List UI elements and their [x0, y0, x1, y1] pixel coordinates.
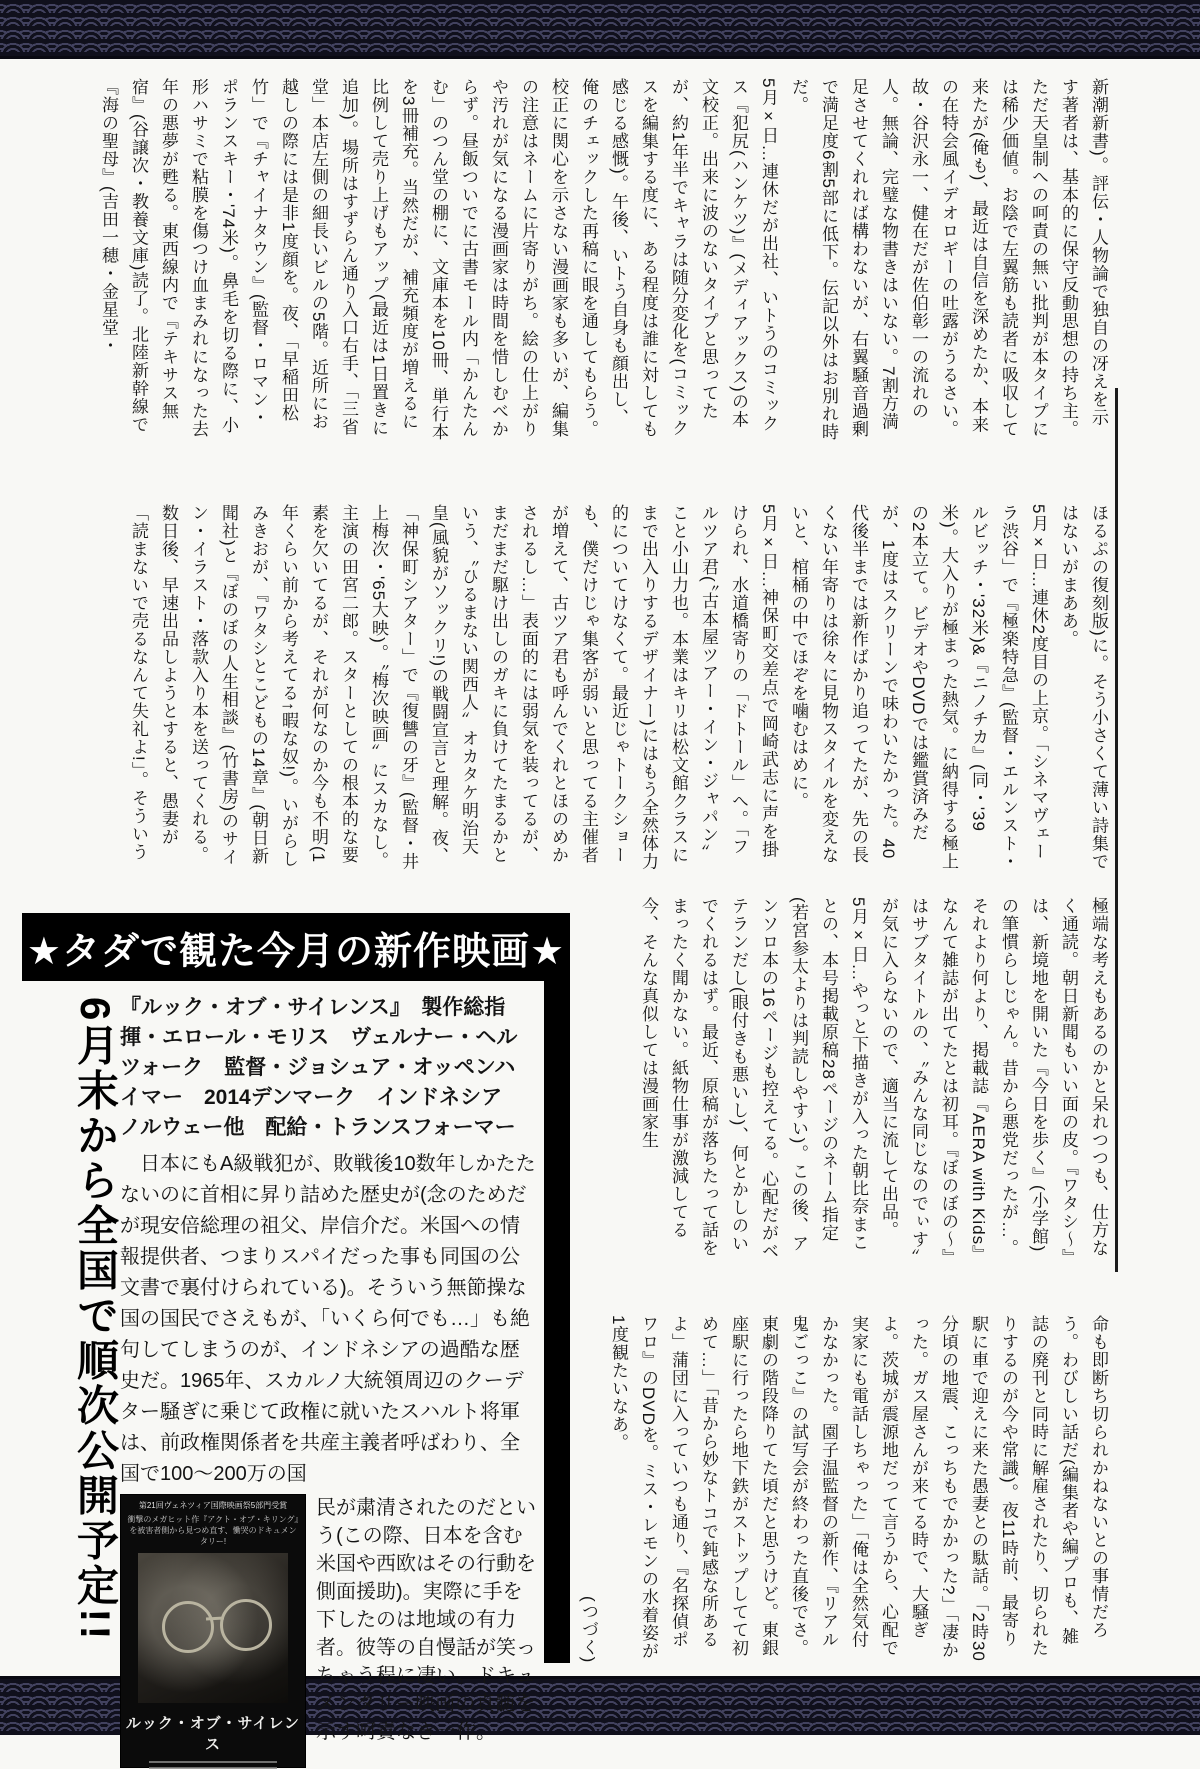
feature-box-title: ★タダで観た今月の新作映画★	[22, 913, 570, 981]
scan-edge-line	[1115, 388, 1118, 1272]
poster-tagline: 衝撃のメガヒット作『アクト・オブ・キリング』を被害者側から見つめ直す、慟哭のドキュメンタリー!	[127, 1515, 299, 1546]
movie-poster	[120, 1494, 306, 1768]
article-paragraph: 5月×日…神保町交差点で岡崎武志に声を掛けられ、水道橋寄りの「ドトール」へ。「フルツア君(〝古本屋ツアー・イン・ジャパン〟こと小山力也。本業はキリは松文館クラスにまで出入りするデザイナー)にはもう全然体力的についてけなくて。最近じゃトークショーも、僕だけじゃ集客が弱いと思ってる主催者が増えて、古ツア君も呼んでくれとほのめかされるし…」表面的には弱気を装ってるが、まだまだ駆け出しのガキに負けてたまるかという、〝ひるまない関西人〟オカタケ明治天皇(風貌がソックリ!)の戦闘宣言と理解。夜、「神保町シアター」で『復讐の牙』(監督・井上梅次・'65大映)。〝梅次映画〟にスカなし。主演の田宮二郎。スターとしての根本的な要素を欠いてるが、それが何なのか今も不明(1年くらい前から考えてる↑暇な奴!)。いがらしみきおが、『ワタシとこどもの14章』(朝日新聞社)と『ぼのぼの人生相談』(竹書房)のサイン・イラスト・落款入り本を送ってくれる。数日後、早速出品しようとすると、愚妻が「読まないで売るなんて失礼よ!」。そういう	[129, 504, 778, 871]
article-paragraph: ほるぷの復刻版)に。そう小さくて薄い詩集ではないがまああ。	[1059, 504, 1108, 871]
movie-review-body-side: 民が粛清されたのだという(この際、日本を含む米国や西欧はその行動を側面援助)。実際に手を下したのは地域の有力者。彼等の自慢話が笑っちゃう程に凄い。ドキュメンタリー映画の真髄を示す呵責なき一作。	[316, 1497, 536, 1743]
article-paragraph: 命も即断ち切られかねないとの事情だろう。わびしい話だ(編集者や編プロも、雑誌の廃刊と同時に解雇されたり、切られたりするのが今や常識)。夜11時前、最寄り駅に車で迎えに来た愚妻との駄話。「2時30分頃の地震、こっちもでかかった?」「凄かった。ガス屋さんが来てる時で、大騒ぎよ。茨城が震源地だって言うから、心配で実家にも電話しちゃった」「俺は全然気付かなかった。園子温監督の新作、『リアル鬼ごっこ』の試写会が終わった直後でさ。東劇の階段降りてた頃だと思うけど。東銀座駅に行ったら地下鉄がストップしてて初めて…」「昔から妙なトコで鈍感な所あるよ」蒲団に入っていつも通り、『名探偵ポワロ』のDVDを。ミス・レモンの水着姿が1度観たいなあ。	[609, 1315, 1108, 1662]
poster-smallprint-line	[149, 1761, 278, 1763]
article-paragraph: 新潮新書)。評伝・人物論で独自の冴えを示す著者は、基本的に保守反動思想の持ち主。ただ天皇制への呵責の無い批判が本タイプには稀少価値。お陰で左翼筋も読者に吸収して来たが(俺も)、最近は自信を深めたか、本来の在特会風イデオロギーの吐露がうるさい。故・谷沢永一、健在だが佐伯彰一の流れの人。無論、完璧な物書きはいない。7割方満足させてくれれば構わないが、右翼騒音過剰で満足度6割5部に低下。伝記以外はお別れ時だ。	[789, 78, 1108, 441]
poster-title: ルック・オブ・サイレンス	[125, 1715, 301, 1753]
feature-box-side-heading: 6月末から全国で順次公開予定!!	[72, 997, 119, 1643]
article-paragraph: 5月×日…やっと下描きが入った朝比奈まことの、本号掲載原稿28ページのネーム指定(若宮参太よりは判読しやすい)。この後、アンソロ本の16ページも控えてる。心配だがベテランだし(眼付きも悪いし)、何とかしのいでくれるはず。最近、原稿が落ちたって話をまったく聞かない。紙物仕事が激減してる今、そんな真似しては漫画家生	[639, 897, 868, 1260]
feature-box-new-movies	[22, 913, 570, 1753]
feature-box-content	[120, 993, 536, 1768]
article-row-2	[51, 504, 1113, 872]
article-row-4	[579, 1315, 1113, 1663]
article-paragraph: 5月×日…連休だが出社、いトうのコミックス『犯尻(ハンケツ)』(メディアックス)の本文校正。出来に波のないタイプと思ってたが、約1年半でキャラは随分変化を(コミックスを編集する度に、ある程度は誰に対しても感じる感慨)。午後、いトう自身も顔出し、俺のチェックした再稿に眼を通してもらう。校正に関心を示さない漫画家も多いが、編集の注意はネームに片寄りがち。絵の仕上がりや汚れが気になる漫画家は時間を惜しむべからず。昼飯ついでに古書モール内「かんたんむ」のつん堂の棚に、文庫本を10冊、単行本を3冊補充。当然だが、補充頻度が増えるに比例して売り上げもアップ(最近は1日置きに追加)。場所はすずらん通り入口右手、「三省堂」本店左側の細長いビルの5階。近所にお越しの際には是非1度顔を。夜、「早稲田松竹」で『チャイナタウン』(監督・ロマン・ポランスキー・'74米)。鼻毛を切る際に、小形ハサミで粘膜を傷つけ血まみれになった去年の悪夢が甦る。東西線内で『テキサス無宿』(谷譲次・教養文庫)読了。北陸新幹線で『海の聖母』(吉田一穂・金星堂・	[99, 78, 778, 441]
to-be-continued-note: (つづく)	[579, 1595, 598, 1663]
article-paragraph: 5月×日…連休2度目の上京。「シネマヴェーラ渋谷」で『極楽特急』(監督・エルンスト・ルビッチ・'32米)&『ニノチカ』(同・'39米)。大入りが極まった熱気。に納得する極上の2本立て。ビデオやDVDでは鑑賞済みだが、1度はスクリーンで味わいたかった。40代後半までは新作ばかり追ってたが、先の長くない年寄りは徐々に見物スタイルを変えないと、棺桶の中でほぞを噛むはめに。	[789, 504, 1048, 871]
poster-photo	[138, 1553, 288, 1703]
article-row-1	[51, 78, 1113, 442]
article-paragraph: 極端な考えもあるのかと呆れつつも、仕方なく通読。朝日新聞もいい面の皮。『ワタシ〜』は、新境地を開いた『今日を歩く』(小学館)の筆慣らしじゃん。昔から悪党だったが…。それより何より、掲載誌『AERA with Kids』なんて雑誌が出てたとは初耳。『ぼのぼの〜』はサブタイトルの、〝みんな同じなのでぃす〟が気に入らないので、適当に流して出品。	[879, 897, 1108, 1258]
glasses-left-lens-icon	[162, 1601, 214, 1653]
seigaiha-border-top	[0, 0, 1200, 59]
movie-credits: 『ルック・オブ・サイレンス』 製作総指揮・エロール・モリス ヴェルナー・ヘルツォーク 監督・ジョシュア・オッペンハイマー 2014デンマーク インドネシア ノルウェー他 配給・トランスフォーマー	[120, 996, 524, 1139]
article-row-3	[607, 897, 1113, 1263]
poster-award-text: 第21回ヴェネツィア国際映画祭5部門受賞	[138, 1501, 288, 1510]
glasses-right-lens-icon	[220, 1599, 272, 1651]
feature-box-right-band	[544, 981, 570, 1663]
movie-review-body-top: 日本にもA級戦犯が、敗戦後10数年しかたたないのに首相に昇り詰めた歴史が(念のためだが現安倍総理の祖父、岸信介だ。米国への情報提供者、つまりスパイだった事も同国の公文書で裏付けられている)。そういう無節操な国の国民でさえもが、「いくら何でも…」も絶句してしまうのが、インドネシアの過酷な歴史だ。1965年、スカルノ大統領周辺のクーデター騒ぎに乗じて政権に就いたスハルト将軍は、前政権関係者を共産主義者呼ばわり、全国で100〜200万の国	[120, 1153, 536, 1485]
